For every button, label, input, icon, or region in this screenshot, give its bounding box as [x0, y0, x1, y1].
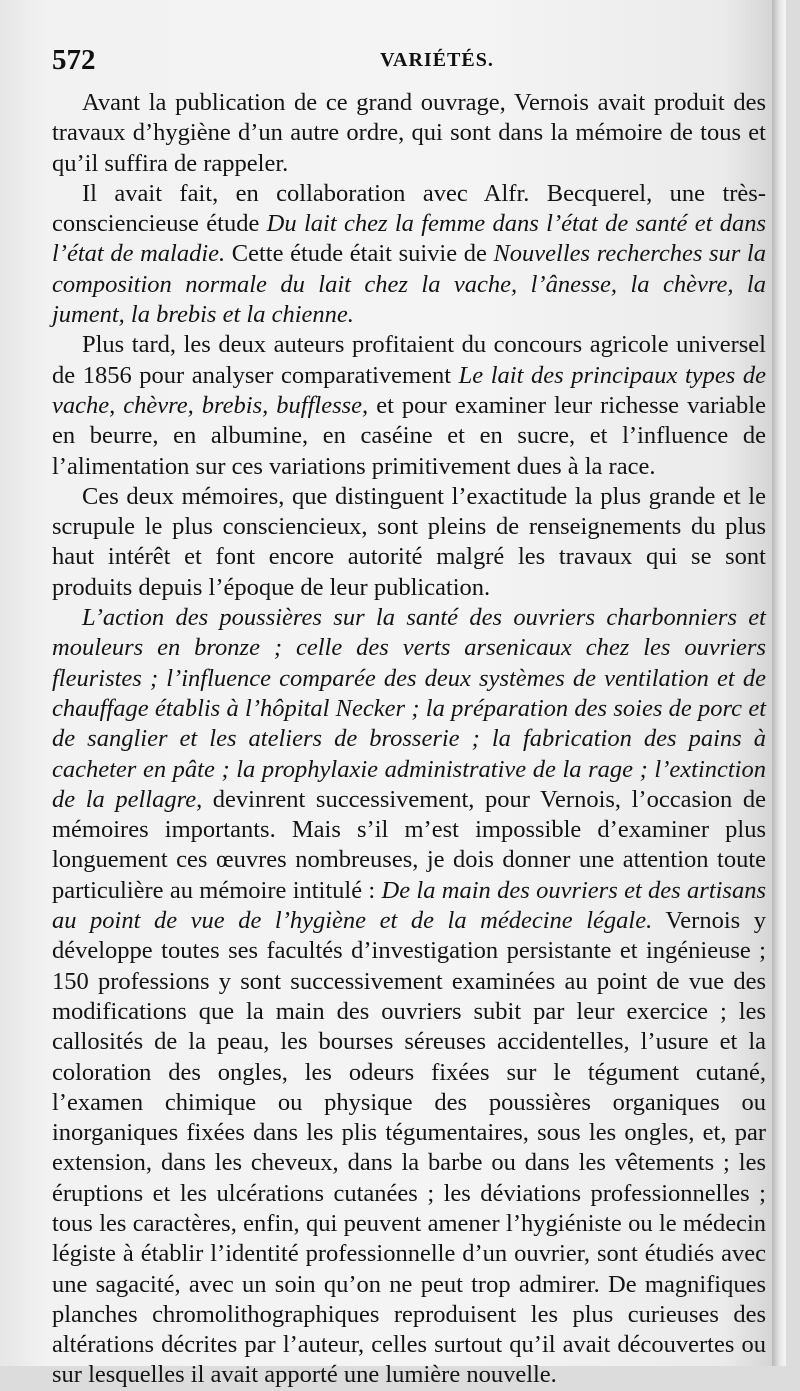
italic-title-text: L’action des poussières sur la santé des ouvriers charbonniers et mouleurs en bronze ; celle des verts arsenicaux chez les ouvriers fleuristes ; l’influence comparée des deux systèmes de ventilation et de chauffage établis à l’hôpital Necker ; la préparation des soies de porc et de sanglier et les ateliers de brosserie ; la fabrication des pains à cacheter en pâte ; la prophylaxie administrative de la rage ; l’extinction de la pellagre,: [52, 604, 766, 813]
italic-title-text: Le lait des principaux types de vache, chèvre, brebis, bufflesse,: [52, 361, 766, 419]
text-segment: Vernois y développe toutes ses facultés d’investigation persistante et ingénieuse ; 150 professions y sont successivement examinées au point de vue des modifications que la main des ouvriers subit par leur exercice ; les callosités de la peau, les bourses séreuses accidentelles, l’usure et la coloration des ongles, les odeurs fixées sur le tégument cutané, l’examen chimique ou physique des poussières organiques ou inorganiques fixées dans les plis tégumentaires, sous les ongles, et, par extension, dans les cheveux, dans la barbe ou dans les vêtements ; les éruptions et les ulcérations cutanées ; les déviations professionnelles ; tous les caractères, enfin, qui peuvent amener l’hygiéniste ou le médecin légiste à établir l’identité professionnelle d’un ouvrier, sont étudiés avec une sagacité, avec un soin qu’on ne peut trop admirer. De magnifiques planches chromolithographiques reproduisent les plus curieuses des altérations décrites par l’auteur, celles surtout qu’il avait découvertes ou sur lesquelles il avait apporté une lumière nouvelle.: [52, 907, 766, 1389]
paragraph: [52, 88, 766, 179]
body-text: [52, 88, 766, 1391]
italic-title-text: Du lait chez la femme dans l’état de santé et dans l’état de maladie.: [52, 210, 766, 268]
text-segment: Cette étude était suivie de: [225, 240, 494, 268]
text-segment: Avant la publication de ce grand ouvrage, Vernois avait produit des travaux d’hygiène d’un autre ordre, qui sont dans la mémoire de tous et qu’il suffira de rappeler.: [52, 89, 766, 177]
text-segment: Ces deux mémoires, que distinguent l’exactitude la plus grande et le scrupule le plus consciencieux, sont pleins de renseignements du plus haut intérêt et font encore autorité malgré les travaux qui se sont produits depuis l’époque de leur publication.: [52, 482, 766, 601]
page-header: [52, 40, 752, 80]
paragraph: [52, 603, 766, 1391]
paragraph: [52, 330, 766, 481]
paragraph: [52, 179, 766, 330]
paragraph: [52, 482, 766, 603]
running-head: VARIÉTÉS.: [380, 49, 494, 71]
text-segment: Plus tard, les deux auteurs profitaient du concours agricole universel de 1856 pour analyser comparativement: [52, 331, 766, 389]
page-edge-shadow: [772, 0, 786, 1366]
text-segment: et pour examiner leur richesse variable en beurre, en albumine, en caséine et en sucre, et l’influence de l’alimentation sur ces variations primitivement dues à la race.: [52, 391, 766, 480]
italic-title-text: Nouvelles recherches sur la composition normale du lait chez la vache, l’ânesse, la chèvre, la jument, la brebis et la chienne.: [52, 240, 766, 329]
text-segment: Il avait fait, en collaboration avec Alfr. Becquerel, une très-consciencieuse étude: [52, 179, 766, 238]
text-segment: devinrent successivement, pour Vernois, l’occasion de mémoires importants. Mais s’il m’est impossible d’examiner plus longuement ces œuvres nombreuses, je dois donner une attention toute particulière au mémoire intitulé :: [52, 785, 766, 904]
page-number: 572: [52, 44, 96, 76]
italic-title-text: De la main des ouvriers et des artisans au point de vue de l’hygiène et de la médecine légale.: [52, 876, 767, 935]
